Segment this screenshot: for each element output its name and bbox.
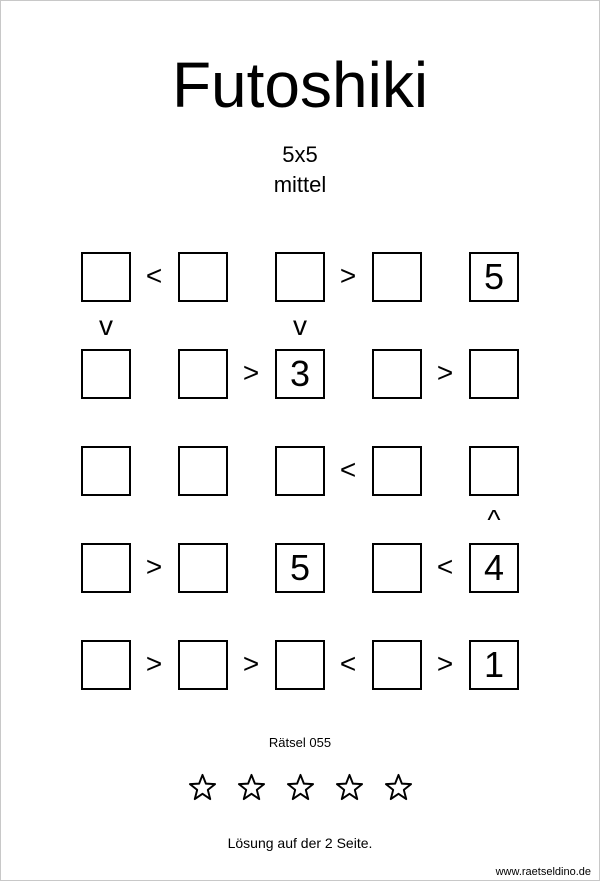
inequality-sign — [333, 358, 363, 388]
grid-cell[interactable] — [81, 543, 131, 593]
star-outline-icon[interactable] — [335, 773, 364, 802]
inequality-sign: v — [99, 310, 113, 341]
grid-cell[interactable] — [372, 446, 422, 496]
grid-cell[interactable] — [275, 446, 325, 496]
inequality-sign — [430, 261, 460, 291]
difficulty-label: mittel — [273, 172, 327, 197]
inequality-sign — [333, 552, 363, 582]
inequality-sign — [91, 602, 121, 632]
inequality-sign — [285, 505, 315, 535]
puzzle-number: Rätsel 055 — [268, 735, 332, 750]
inequality-sign — [382, 505, 412, 535]
inequality-sign — [91, 505, 121, 535]
inequality-sign — [479, 602, 509, 632]
inequality-sign: < — [339, 648, 357, 679]
grid-cell[interactable]: 1 — [469, 640, 519, 690]
grid-cell[interactable] — [81, 252, 131, 302]
grid-cell[interactable] — [372, 543, 422, 593]
grid-cell[interactable] — [81, 640, 131, 690]
grid-cell[interactable] — [469, 349, 519, 399]
inequality-sign — [91, 408, 121, 438]
inequality-sign: < — [339, 454, 357, 485]
inequality-sign — [285, 408, 315, 438]
inequality-sign: > — [436, 648, 454, 679]
grid-cell[interactable] — [81, 446, 131, 496]
grid-cell[interactable] — [178, 349, 228, 399]
inequality-sign: > — [242, 357, 260, 388]
grid-cell[interactable]: 4 — [469, 543, 519, 593]
inequality-sign — [236, 455, 266, 485]
inequality-sign — [188, 602, 218, 632]
inequality-sign: ^ — [487, 504, 501, 535]
inequality-sign: < — [436, 551, 454, 582]
inequality-sign — [236, 552, 266, 582]
grid-cell[interactable]: 5 — [469, 252, 519, 302]
grid-cell[interactable] — [275, 640, 325, 690]
inequality-sign — [139, 455, 169, 485]
grid-cell[interactable] — [178, 543, 228, 593]
inequality-sign: > — [145, 551, 163, 582]
inequality-sign — [188, 505, 218, 535]
inequality-sign — [382, 311, 412, 341]
grid-cell[interactable] — [372, 349, 422, 399]
grid-cell[interactable] — [178, 252, 228, 302]
grid-size-label: 5x5 — [282, 142, 318, 167]
star-outline-icon[interactable] — [384, 773, 413, 802]
grid-cell[interactable] — [178, 446, 228, 496]
solution-note: Lösung auf der 2 Seite. — [227, 835, 373, 851]
inequality-sign — [188, 311, 218, 341]
inequality-sign: > — [242, 648, 260, 679]
difficulty-rating — [1, 773, 599, 802]
inequality-sign — [188, 408, 218, 438]
inequality-sign: v — [293, 310, 307, 341]
inequality-sign: > — [339, 260, 357, 291]
grid-cell[interactable]: 3 — [275, 349, 325, 399]
website-link[interactable]: www.raetseldino.de — [495, 866, 591, 878]
grid-cell[interactable] — [372, 252, 422, 302]
grid-cell[interactable] — [372, 640, 422, 690]
grid-cell[interactable] — [81, 349, 131, 399]
grid-cell[interactable] — [469, 446, 519, 496]
star-outline-icon[interactable] — [237, 773, 266, 802]
star-outline-icon[interactable] — [286, 773, 315, 802]
inequality-sign — [479, 408, 509, 438]
inequality-sign — [139, 358, 169, 388]
page-title: Futoshiki — [171, 49, 429, 121]
inequality-sign — [382, 408, 412, 438]
inequality-sign: > — [436, 357, 454, 388]
star-outline-icon[interactable] — [188, 773, 217, 802]
inequality-sign — [479, 311, 509, 341]
inequality-sign: < — [145, 260, 163, 291]
grid-cell[interactable]: 5 — [275, 543, 325, 593]
grid-cell[interactable] — [275, 252, 325, 302]
inequality-sign — [236, 261, 266, 291]
inequality-sign: > — [145, 648, 163, 679]
grid-cell[interactable] — [178, 640, 228, 690]
inequality-sign — [430, 455, 460, 485]
inequality-sign — [382, 602, 412, 632]
inequality-sign — [285, 602, 315, 632]
